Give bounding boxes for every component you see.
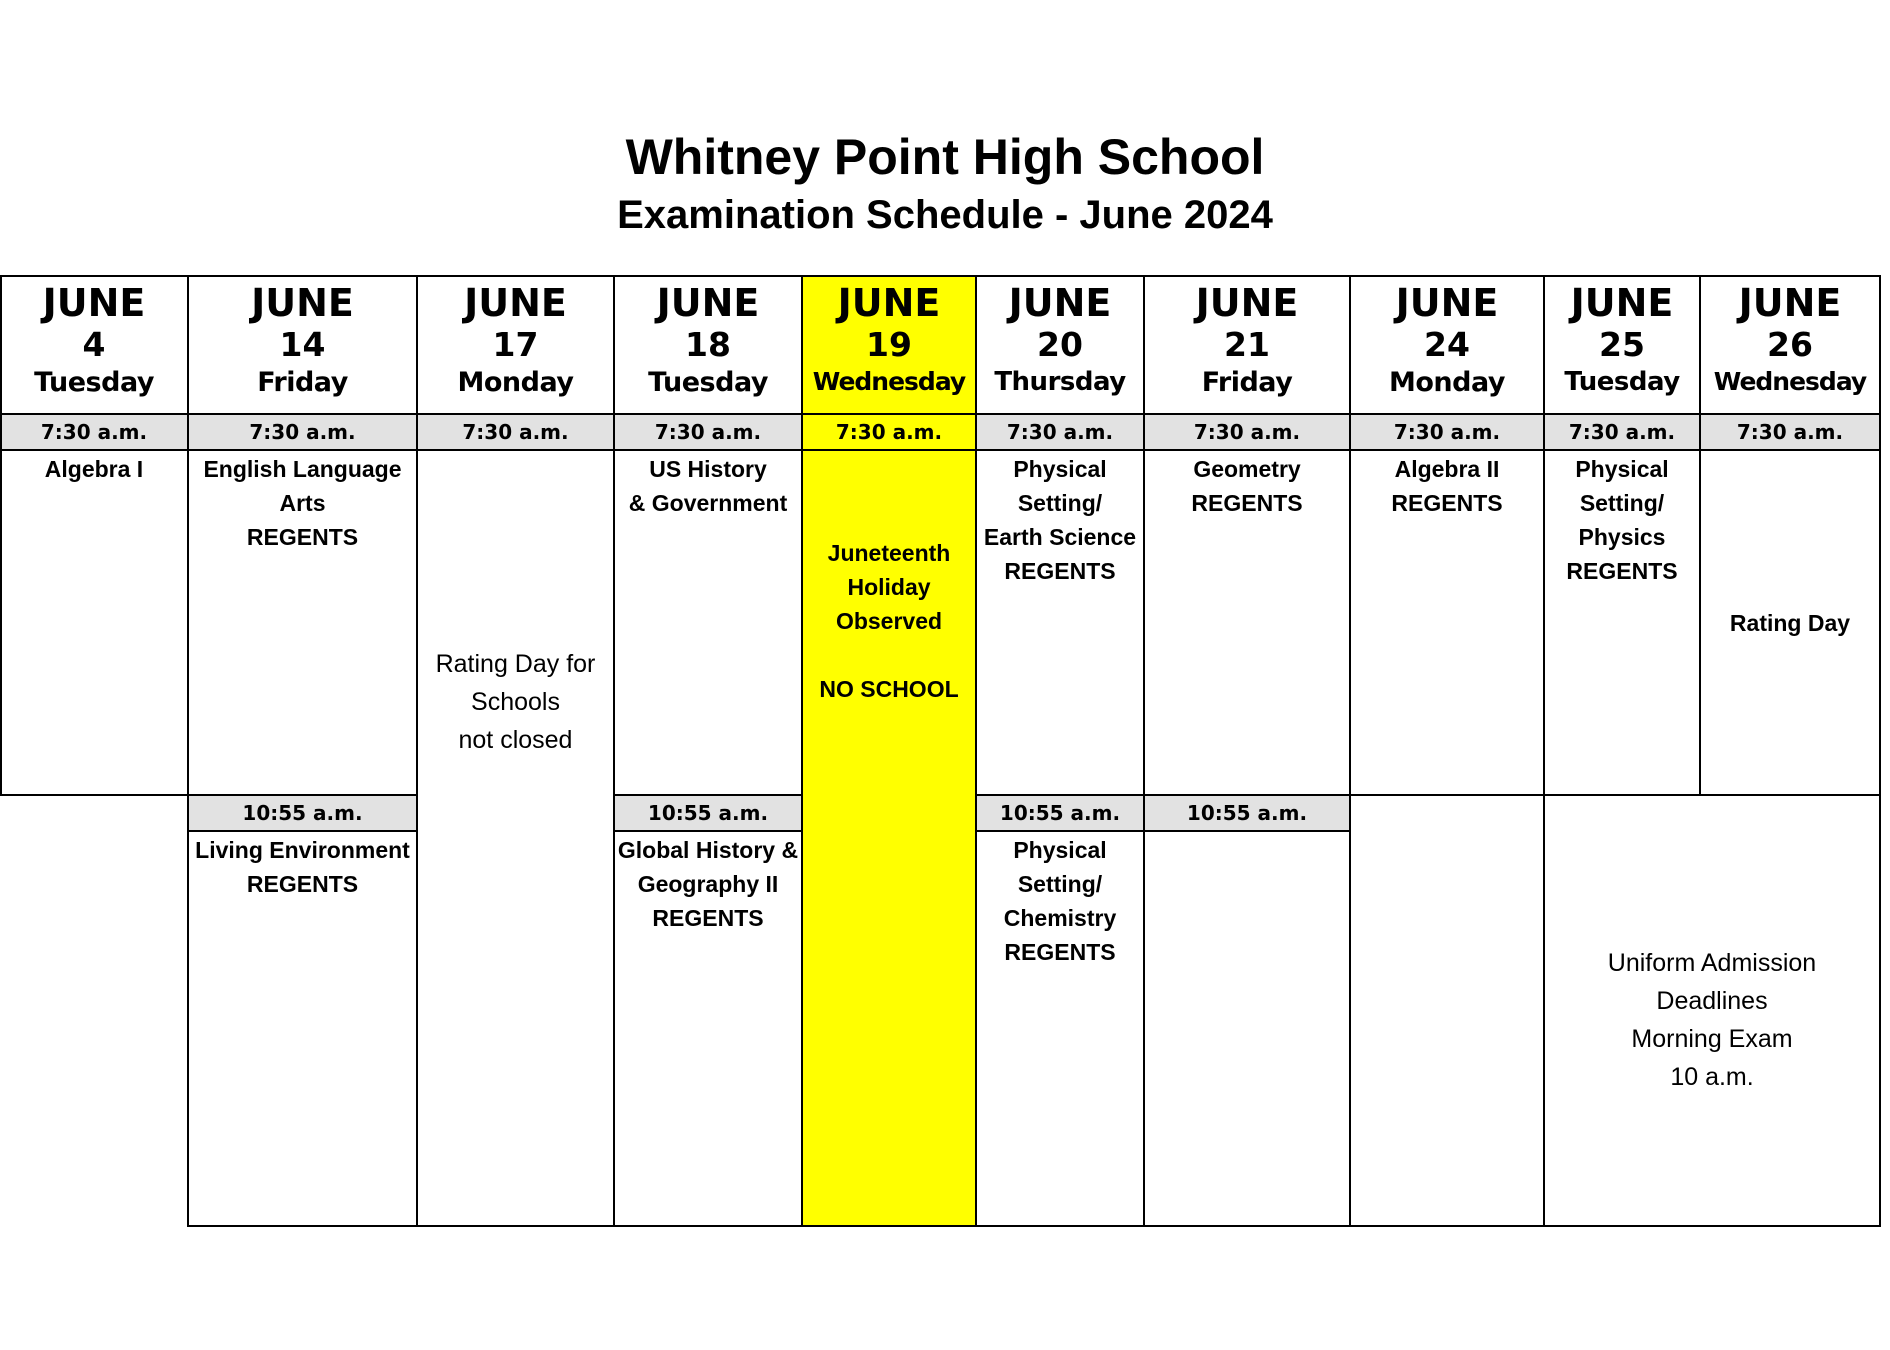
- rating-day-june-17: Rating Day for Schools not closed: [417, 450, 614, 830]
- day-weekday: Monday: [1389, 367, 1505, 398]
- day-header-june-4: [0, 276, 188, 414]
- day-header-june-19: [802, 276, 976, 414]
- day-date: 25: [1599, 325, 1645, 364]
- rating-day-label: Rating Day: [1729, 609, 1851, 636]
- day-month: JUNE: [464, 281, 567, 325]
- schedule-subtitle: Examination Schedule - June 2024: [617, 193, 1273, 237]
- morning-time-june-21: 7:30 a.m.: [1144, 414, 1350, 450]
- afternoon-exam-june-20: Physical Setting/ Chemistry REGENTS: [976, 831, 1144, 1226]
- grid-line: [0, 449, 1881, 451]
- morning-time-june-24: 7:30 a.m.: [1350, 414, 1544, 450]
- day-header-june-25: [1544, 276, 1700, 414]
- afternoon-time-june-14: 10:55 a.m.: [188, 795, 417, 831]
- day-month: JUNE: [42, 281, 146, 325]
- day-date: 21: [1224, 325, 1270, 364]
- grid-line: [614, 830, 803, 832]
- morning-exam-june-20: Physical Setting/ Earth Science REGENTS: [976, 450, 1144, 795]
- day-weekday: Friday: [1201, 367, 1293, 398]
- morning-time-june-19: 7:30 a.m.: [802, 414, 976, 450]
- morning-exam-june-21: Geometry REGENTS: [1144, 450, 1350, 795]
- morning-exam-june-24: Algebra II REGENTS: [1350, 450, 1544, 795]
- grid-line: [613, 275, 615, 1227]
- day-month: JUNE: [251, 281, 354, 325]
- day-month: JUNE: [1195, 281, 1299, 325]
- grid-line: [188, 830, 418, 832]
- grid-line: [187, 275, 189, 1227]
- day-weekday: Wednesday: [1713, 367, 1867, 396]
- morning-time-june-14: 7:30 a.m.: [188, 414, 417, 450]
- grid-line: [0, 794, 418, 796]
- day-header-june-21: [1144, 276, 1350, 414]
- afternoon-time-june-18: 10:55 a.m.: [614, 795, 802, 831]
- grid-line: [801, 275, 803, 1227]
- grid-line: [416, 275, 418, 1227]
- morning-exam-june-18: US History & Government: [614, 450, 802, 795]
- day-month: JUNE: [656, 281, 760, 325]
- afternoon-blank-june-24: [1350, 795, 1544, 1226]
- morning-time-june-17: 7:30 a.m.: [417, 414, 614, 450]
- grid-line: [1543, 275, 1545, 1227]
- morning-exam-june-4: Algebra I: [0, 450, 188, 795]
- day-month: JUNE: [1570, 281, 1674, 325]
- day-header-june-20: [976, 276, 1144, 414]
- day-date: 4: [82, 325, 106, 364]
- grid-line: [188, 1225, 1881, 1227]
- day-weekday: Thursday: [994, 367, 1126, 397]
- day-weekday: Wednesday: [812, 367, 966, 396]
- day-weekday: Friday: [257, 367, 348, 398]
- morning-exam-june-14: English Language Arts REGENTS: [188, 450, 417, 795]
- grid-line: [1699, 275, 1701, 796]
- day-month: JUNE: [1738, 281, 1842, 325]
- afternoon-exam-june-21: [1144, 831, 1350, 1226]
- day-weekday: Tuesday: [1564, 367, 1680, 397]
- day-month: JUNE: [837, 281, 941, 325]
- day-date: 14: [279, 325, 326, 364]
- day-weekday: Tuesday: [648, 367, 768, 398]
- day-date: 19: [866, 325, 912, 364]
- afternoon-exam-june-18: Global History & Geography II REGENTS: [614, 831, 802, 1226]
- day-month: JUNE: [1008, 281, 1112, 325]
- grid-line: [1143, 275, 1145, 1227]
- juneteenth-holiday-cell: Juneteenth Holiday Observed NO SCHOOL: [802, 450, 976, 1226]
- day-header-june-17: [417, 276, 614, 414]
- afternoon-time-june-20: 10:55 a.m.: [976, 795, 1144, 831]
- morning-time-june-4: 7:30 a.m.: [0, 414, 188, 450]
- grid-line: [614, 794, 803, 796]
- morning-exam-june-25: Physical Setting/ Physics REGENTS: [1544, 450, 1700, 795]
- grid-line: [976, 794, 1881, 796]
- day-date: 26: [1767, 325, 1813, 364]
- morning-time-june-26: 7:30 a.m.: [1700, 414, 1880, 450]
- school-title: Whitney Point High School: [625, 129, 1265, 185]
- grid-line: [0, 275, 1881, 277]
- day-date: 20: [1037, 325, 1083, 364]
- grid-line: [1879, 275, 1881, 1227]
- grid-line: [976, 830, 1351, 832]
- day-weekday: Tuesday: [34, 367, 154, 398]
- grid-line: [1349, 275, 1351, 1227]
- rating-day-june-26: [1700, 450, 1880, 795]
- morning-time-june-18: 7:30 a.m.: [614, 414, 802, 450]
- day-weekday: Monday: [457, 367, 574, 398]
- afternoon-time-june-21: 10:55 a.m.: [1144, 795, 1350, 831]
- day-date: 18: [685, 325, 731, 364]
- day-header-june-24: [1350, 276, 1544, 414]
- day-header-june-18: [614, 276, 802, 414]
- day-date: 24: [1424, 325, 1470, 364]
- day-date: 17: [492, 325, 539, 364]
- afternoon-exam-june-14: Living Environment REGENTS: [188, 831, 417, 1226]
- morning-time-june-25: 7:30 a.m.: [1544, 414, 1700, 450]
- grid-line: [0, 413, 1881, 415]
- day-month: JUNE: [1395, 281, 1499, 325]
- morning-time-june-20: 7:30 a.m.: [976, 414, 1144, 450]
- uniform-admission-note: Uniform Admission Deadlines Morning Exam 10 a.m.: [1544, 795, 1880, 1226]
- grid-line: [975, 275, 977, 1227]
- june-17-blank: [417, 830, 614, 1226]
- day-header-june-26: [1700, 276, 1880, 414]
- grid-line: [0, 275, 2, 796]
- day-header-june-14: [188, 276, 417, 414]
